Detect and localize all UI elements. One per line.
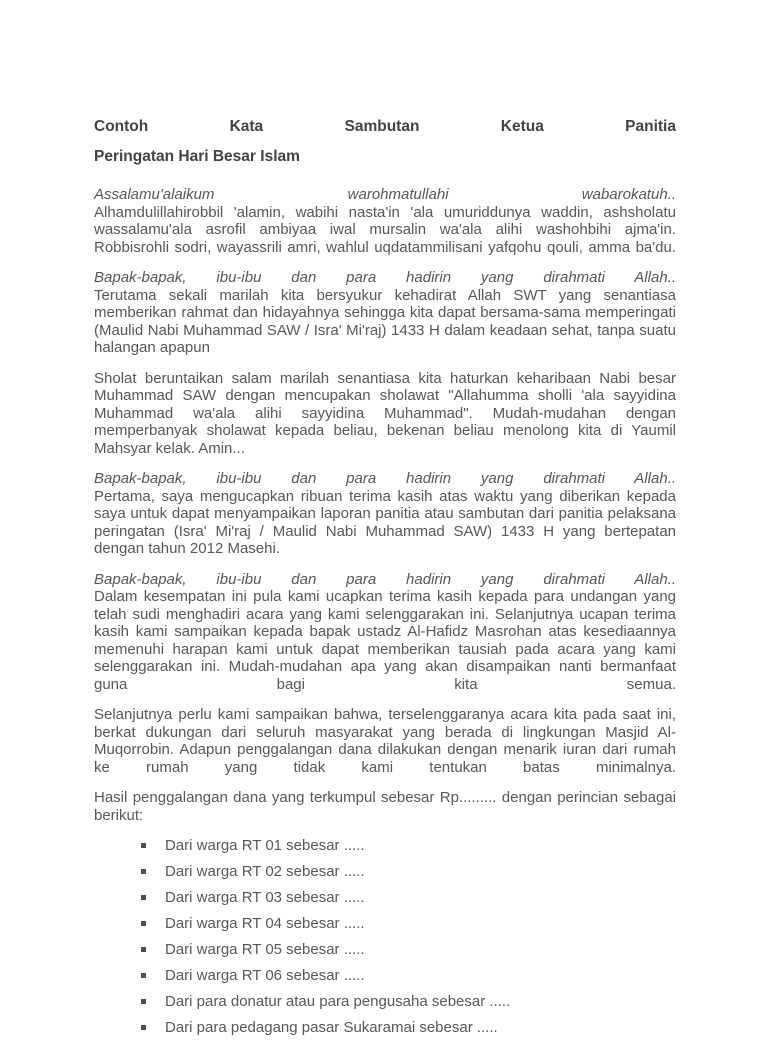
list-item xyxy=(141,1019,676,1037)
para-gratitude xyxy=(94,269,676,357)
list-item-text: Dari warga RT 04 sebesar ..... xyxy=(165,915,365,932)
document-title-line2: Peringatan Hari Besar Islam xyxy=(94,147,300,165)
list-item-text: Dari para donatur atau para pengusaha sebesar ..... xyxy=(165,993,511,1010)
para-opening-salam-body: Alhamdulillahirobbil 'alamin, wabihi nasta'in 'ala umuriddunya waddin, ashsholatu wassalamu'ala asrofil ambiyaa iwal mursalin wa'ala alihi washohbihi ajma'in. Robbisrohli sodri, wayassrili amri, wahlul uqdatammilisani yafqohu qouli, amma ba'du. xyxy=(94,203,676,256)
para-opening-salam xyxy=(94,186,676,256)
list-item-text: Dari warga RT 01 sebesar ..... xyxy=(165,837,365,854)
list-item xyxy=(141,941,676,959)
para-sholawat xyxy=(94,370,676,458)
para-thanks-time-body: Pertama, saya mengucapkan ribuan terima kasih atas waktu yang diberikan kepada saya untuk dapat menyampaikan laporan panitia atau sambutan dari panitia pelaksana peringatan (Isra' Mi'raj / Maulid Nabi Muhammad SAW) 1433 H yang bertepatan dengan tahun 2012 Masehi. xyxy=(94,487,676,557)
para-sholawat-body: Sholat beruntaikan salam marilah senantiasa kita haturkan keharibaan Nabi besar Muhammad SAW dengan mencupakan sholawat "Allahumma sholli 'ala sayyidina Muhammad wa'ala alihi sayyidina Muhammad". Mudah-mudahan dengan memperbanyak sholawat kepada beliau, bekenan beliau menolong kita di Yaumil Mahsyar kelak. Amin... xyxy=(94,369,676,457)
list-item-text: Dari para pedagang pasar Sukaramai sebesar ..... xyxy=(165,1019,498,1036)
para-thanks-guests-body: Dalam kesempatan ini pula kami ucapkan terima kasih kepada para undangan yang telah sudi menghadiri acara yang kami selenggarakan ini. Selanjutnya ucapan terima kasih kami sampaikan kepada bapak ustadz Al-Hafidz Masrohan atas kesediaannya memenuhi harapan kami untuk dapat memberikan tausiah pada acara yang kami selenggarakan ini. Mudah-mudahan apa yang akan disampaikan nanti bermanfaat guna bagi kita semua. xyxy=(94,588,676,693)
list-item xyxy=(141,915,676,933)
list-item-text: Dari warga RT 03 sebesar ..... xyxy=(165,889,365,906)
list-item xyxy=(141,837,676,855)
list-item-text: Dari warga RT 02 sebesar ..... xyxy=(165,863,365,880)
para-thanks-time-lead: Bapak-bapak, ibu-ibu dan para hadirin yang dirahmati Allah.. xyxy=(94,470,676,487)
para-opening-salam-lead: Assalamu'alaikum warohmatullahi wabarokatuh.. xyxy=(94,186,676,203)
list-item xyxy=(141,863,676,881)
list-item-text: Dari warga RT 05 sebesar ..... xyxy=(165,941,365,958)
para-gratitude-lead: Bapak-bapak, ibu-ibu dan para hadirin yang dirahmati Allah.. xyxy=(94,269,676,286)
para-thanks-guests xyxy=(94,571,676,694)
para-gratitude-body: Terutama sekali marilah kita bersyukur kehadirat Allah SWT yang senantiasa memberikan rahmat dan hidayahnya sehingga kita dapat bersama-sama memperingati (Maulid Nabi Muhammad SAW / Isra' Mi'raj) 1433 H dalam keadaan sehat, tanpa suatu halangan apapun xyxy=(94,286,676,356)
document-title-line1: Contoh Kata Sambutan Ketua Panitia xyxy=(94,118,676,135)
list-item-text: Dari warga RT 06 sebesar ..... xyxy=(165,967,365,984)
para-thanks-guests-lead: Bapak-bapak, ibu-ibu dan para hadirin yang dirahmati Allah.. xyxy=(94,570,676,588)
para-funding-support-body: Selanjutnya perlu kami sampaikan bahwa, terselenggaranya acara kita pada saat ini, berkat dukungan dari seluruh masyarakat yang berada di lingkungan Masjid Al-Muqorrobin. Adapun penggalangan dana dilakukan dengan menarik iuran dari rumah ke rumah yang tidak kami tentukan batas minimalnya. xyxy=(94,706,676,776)
document-content xyxy=(94,118,676,1045)
para-donation-total xyxy=(94,789,676,824)
list-item xyxy=(141,967,676,985)
donation-breakdown-list xyxy=(94,837,676,1037)
para-donation-total-body: Hasil penggalangan dana yang terkumpul sebesar Rp......... dengan perincian sebagai berikut: xyxy=(94,789,676,824)
list-item xyxy=(141,889,676,907)
para-funding-support xyxy=(94,706,676,776)
para-thanks-time xyxy=(94,470,676,558)
list-item xyxy=(141,993,676,1011)
